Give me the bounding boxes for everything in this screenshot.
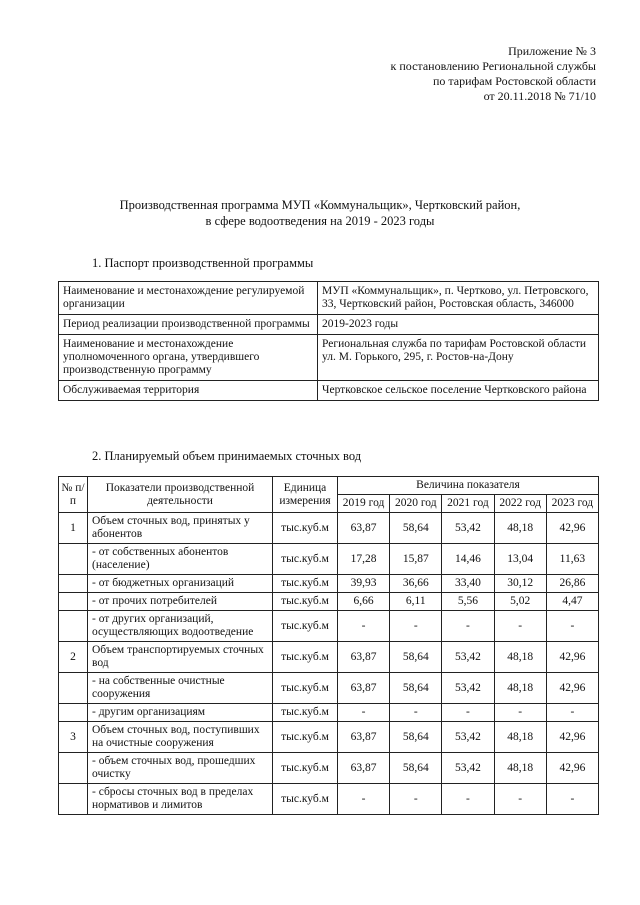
row-value: 42,96 — [546, 753, 598, 784]
passport-value: МУП «Коммунальщик», п. Чертково, ул. Петровского, 33, Чертковский район, Ростовская область, 346000 — [318, 282, 599, 315]
row-value: 33,40 — [442, 575, 494, 593]
table-row — [59, 611, 599, 642]
row-value: 48,18 — [494, 642, 546, 673]
row-value: 58,64 — [390, 513, 442, 544]
table-row — [59, 722, 599, 753]
row-indicator: - другим организациям — [88, 704, 273, 722]
row-value: 63,87 — [338, 722, 390, 753]
row-value: 17,28 — [338, 544, 390, 575]
row-indicator: - на собственные очистные сооружения — [88, 673, 273, 704]
row-unit: тыс.куб.м — [273, 513, 338, 544]
row-value: 4,47 — [546, 593, 598, 611]
table-row — [59, 673, 599, 704]
row-value: - — [546, 784, 598, 815]
row-value: - — [494, 784, 546, 815]
row-indicator: - объем сточных вод, прошедших очистку — [88, 753, 273, 784]
row-value: 30,12 — [494, 575, 546, 593]
header-value-group: Величина показателя — [338, 477, 599, 495]
row-value: 53,42 — [442, 642, 494, 673]
row-value: - — [390, 704, 442, 722]
appendix-block — [391, 44, 596, 104]
row-number: 2 — [59, 642, 88, 673]
row-value: 53,42 — [442, 513, 494, 544]
appendix-line: по тарифам Ростовской области — [432, 74, 596, 88]
row-value: 42,96 — [546, 642, 598, 673]
row-indicator: - от бюджетных организаций — [88, 575, 273, 593]
row-value: 13,04 — [494, 544, 546, 575]
row-value: 53,42 — [442, 753, 494, 784]
row-indicator: Объем транспортируемых сточных вод — [88, 642, 273, 673]
row-value: 6,66 — [338, 593, 390, 611]
row-unit: тыс.куб.м — [273, 673, 338, 704]
header-year: 2020 год — [390, 495, 442, 513]
passport-value: 2019-2023 годы — [318, 315, 599, 335]
row-unit: тыс.куб.м — [273, 544, 338, 575]
passport-label: Наименование и местонахождение уполномоченного органа, утвердившего производственную программу — [59, 335, 318, 381]
row-value: 42,96 — [546, 722, 598, 753]
row-value: 48,18 — [494, 753, 546, 784]
document-title — [0, 197, 640, 229]
header-year: 2022 год — [494, 495, 546, 513]
row-value: - — [546, 704, 598, 722]
row-unit: тыс.куб.м — [273, 642, 338, 673]
table-row — [59, 593, 599, 611]
passport-label: Обслуживаемая территория — [59, 381, 318, 401]
appendix-line: Приложение № 3 — [508, 44, 596, 58]
row-value: 5,02 — [494, 593, 546, 611]
row-value: - — [442, 611, 494, 642]
row-number — [59, 673, 88, 704]
row-value: 6,11 — [390, 593, 442, 611]
row-value: 53,42 — [442, 722, 494, 753]
header-year: 2023 год — [546, 495, 598, 513]
row-number — [59, 704, 88, 722]
table-row — [59, 784, 599, 815]
passport-row — [59, 381, 599, 401]
table-row — [59, 544, 599, 575]
row-value: 63,87 — [338, 642, 390, 673]
header-year: 2019 год — [338, 495, 390, 513]
row-value: - — [494, 611, 546, 642]
title-line: Производственная программа МУП «Коммунальщик», Чертковский район, — [119, 198, 521, 212]
row-value: 5,56 — [442, 593, 494, 611]
row-indicator: - сбросы сточных вод в пределах нормативов и лимитов — [88, 784, 273, 815]
row-value: 42,96 — [546, 673, 598, 704]
section-heading-volume: 2. Планируемый объем принимаемых сточных вод — [92, 449, 362, 463]
header-indicator: Показатели производственной деятельности — [88, 477, 273, 513]
row-value: 26,86 — [546, 575, 598, 593]
row-value: - — [338, 611, 390, 642]
row-value: 48,18 — [494, 513, 546, 544]
section-heading-passport: 1. Паспорт производственной программы — [92, 256, 314, 270]
row-number — [59, 575, 88, 593]
row-value: 58,64 — [390, 642, 442, 673]
passport-label: Наименование и местонахождение регулируемой организации — [59, 282, 318, 315]
row-number — [59, 611, 88, 642]
row-unit: тыс.куб.м — [273, 611, 338, 642]
row-value: 63,87 — [338, 513, 390, 544]
row-value: - — [338, 784, 390, 815]
row-value: 53,42 — [442, 673, 494, 704]
row-value: 63,87 — [338, 673, 390, 704]
row-value: 42,96 — [546, 513, 598, 544]
row-indicator: - от прочих потребителей — [88, 593, 273, 611]
row-value: 48,18 — [494, 722, 546, 753]
row-indicator: Объем сточных вод, поступивших на очистные сооружения — [88, 722, 273, 753]
row-value: 58,64 — [390, 722, 442, 753]
passport-label: Период реализации производственной программы — [59, 315, 318, 335]
row-value: 58,64 — [390, 673, 442, 704]
table-row — [59, 704, 599, 722]
table-row — [59, 642, 599, 673]
row-value: - — [442, 704, 494, 722]
passport-value: Чертковское сельское поселение Чертковского района — [318, 381, 599, 401]
row-unit: тыс.куб.м — [273, 722, 338, 753]
row-number: 3 — [59, 722, 88, 753]
appendix-line: от 20.11.2018 № 71/10 — [483, 89, 596, 103]
row-value: - — [390, 784, 442, 815]
passport-row — [59, 315, 599, 335]
passport-value: Региональная служба по тарифам Ростовской области ул. М. Горького, 295, г. Ростов-на-Дону — [318, 335, 599, 381]
table-row — [59, 575, 599, 593]
table-row — [59, 753, 599, 784]
passport-row — [59, 282, 599, 315]
row-number — [59, 544, 88, 575]
row-number — [59, 593, 88, 611]
volume-table — [58, 476, 599, 815]
header-num: № п/п — [59, 477, 88, 513]
row-value: 14,46 — [442, 544, 494, 575]
row-value: 39,93 — [338, 575, 390, 593]
table-row — [59, 513, 599, 544]
row-unit: тыс.куб.м — [273, 704, 338, 722]
row-unit: тыс.куб.м — [273, 784, 338, 815]
passport-row — [59, 335, 599, 381]
row-unit: тыс.куб.м — [273, 753, 338, 784]
header-unit: Единица измерения — [273, 477, 338, 513]
row-indicator: - от других организаций, осуществляющих водоотведение — [88, 611, 273, 642]
title-line: в сфере водоотведения на 2019 - 2023 годы — [205, 214, 435, 228]
row-indicator: Объем сточных вод, принятых у абонентов — [88, 513, 273, 544]
row-value: 58,64 — [390, 753, 442, 784]
row-value: 36,66 — [390, 575, 442, 593]
row-number: 1 — [59, 513, 88, 544]
row-value: 11,63 — [546, 544, 598, 575]
row-unit: тыс.куб.м — [273, 593, 338, 611]
row-number — [59, 753, 88, 784]
row-value: - — [338, 704, 390, 722]
row-value: 63,87 — [338, 753, 390, 784]
row-value: - — [546, 611, 598, 642]
row-value: 48,18 — [494, 673, 546, 704]
row-value: - — [390, 611, 442, 642]
header-year: 2021 год — [442, 495, 494, 513]
passport-table — [58, 281, 599, 401]
row-value: - — [494, 704, 546, 722]
row-value: - — [442, 784, 494, 815]
row-number — [59, 784, 88, 815]
row-value: 15,87 — [390, 544, 442, 575]
appendix-line: к постановлению Региональной службы — [390, 59, 596, 73]
row-indicator: - от собственных абонентов (население) — [88, 544, 273, 575]
row-unit: тыс.куб.м — [273, 575, 338, 593]
